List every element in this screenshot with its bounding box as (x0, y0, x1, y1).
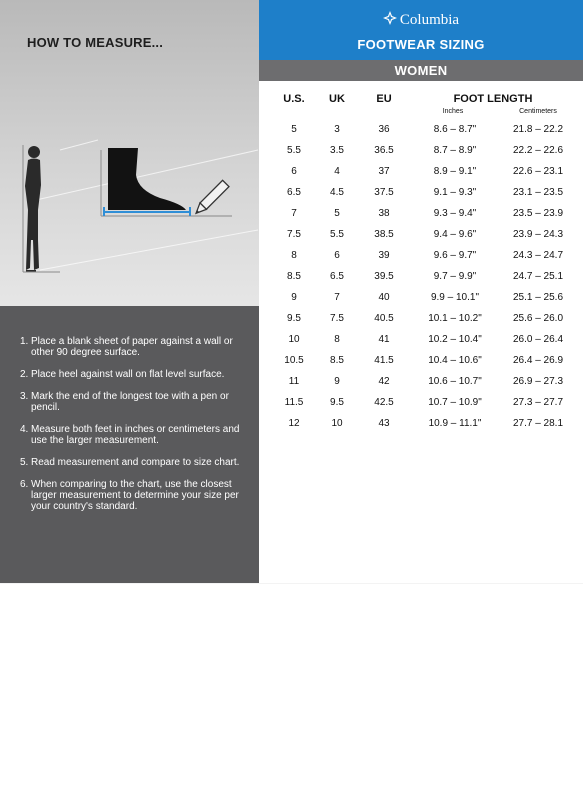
col-header-foot-length: FOOT LENGTH (453, 93, 533, 105)
women-section-bar (259, 60, 583, 81)
cell-centimeters: 22.6 – 23.1 (512, 166, 564, 177)
cell-eu: 36.5 (374, 145, 394, 156)
cell-us: 8.5 (287, 271, 301, 282)
footwear-sizing-title: FOOTWEAR SIZING (357, 37, 485, 52)
cell-uk: 3.5 (330, 145, 344, 156)
table-row (259, 145, 583, 166)
cell-eu: 42 (378, 376, 390, 387)
cell-inches: 9.6 – 9.7" (433, 250, 477, 261)
pencil-icon (193, 180, 229, 216)
cell-inches: 9.4 – 9.6" (433, 229, 477, 240)
cell-inches: 10.7 – 10.9" (428, 397, 482, 408)
cell-centimeters: 23.1 – 23.5 (512, 187, 564, 198)
cell-us: 10 (288, 334, 300, 345)
cell-eu: 40.5 (374, 313, 394, 324)
measure-steps-panel (0, 306, 259, 583)
cell-uk: 9.5 (330, 397, 344, 408)
cell-uk: 6.5 (330, 271, 344, 282)
cell-inches: 9.3 – 9.4" (433, 208, 477, 219)
cell-centimeters: 27.7 – 28.1 (512, 418, 564, 429)
standing-figure-icon (25, 146, 41, 272)
cell-inches: 10.9 – 11.1" (428, 418, 482, 429)
cell-eu: 39.5 (374, 271, 394, 282)
cell-centimeters: 24.3 – 24.7 (512, 250, 564, 261)
measure-step (20, 479, 240, 512)
measure-step (20, 336, 240, 358)
how-to-measure-title: HOW TO MEASURE... (27, 35, 164, 50)
cell-us: 8 (291, 250, 297, 261)
table-row (259, 376, 583, 397)
cell-us: 5.5 (287, 145, 301, 156)
cell-inches: 10.4 – 10.6" (428, 355, 482, 366)
cell-uk: 5 (334, 208, 340, 219)
cell-eu: 42.5 (374, 397, 394, 408)
cell-inches: 8.7 – 8.9" (433, 145, 477, 156)
cell-centimeters: 23.5 – 23.9 (512, 208, 564, 219)
col-header-us: U.S. (283, 93, 305, 105)
col-header-inches: Inches (442, 108, 464, 115)
table-row (259, 313, 583, 334)
table-row (259, 124, 583, 145)
col-header-uk: UK (329, 93, 345, 105)
table-row (259, 250, 583, 271)
cell-us: 11 (288, 376, 300, 387)
cell-us: 5 (291, 124, 297, 135)
divider (0, 583, 583, 584)
step-text: Place heel against wall on flat level surface. (31, 369, 225, 380)
table-row (259, 208, 583, 229)
table-row (259, 334, 583, 355)
measure-illustration-panel (0, 0, 259, 306)
table-row (259, 187, 583, 208)
cell-us: 10.5 (284, 355, 304, 366)
cell-us: 6 (291, 166, 297, 177)
cell-us: 11.5 (284, 397, 304, 408)
cell-eu: 43 (378, 418, 390, 429)
table-row (259, 418, 583, 439)
cell-inches: 10.1 – 10.2" (428, 313, 482, 324)
cell-uk: 4 (334, 166, 340, 177)
step-number: 4. (20, 424, 29, 435)
brand-name: Columbia (399, 12, 460, 28)
cell-inches: 10.2 – 10.4" (428, 334, 482, 345)
cell-uk: 4.5 (330, 187, 344, 198)
cell-us: 12 (288, 418, 300, 429)
cell-uk: 8.5 (330, 355, 344, 366)
cell-eu: 37.5 (374, 187, 394, 198)
cell-centimeters: 21.8 – 22.2 (512, 124, 564, 135)
cell-uk: 9 (334, 376, 340, 387)
cell-uk: 6 (334, 250, 340, 261)
cell-centimeters: 22.2 – 22.6 (512, 145, 564, 156)
cell-us: 7.5 (287, 229, 301, 240)
cell-uk: 5.5 (330, 229, 344, 240)
table-row (259, 166, 583, 187)
cell-inches: 10.6 – 10.7" (428, 376, 482, 387)
cell-centimeters: 25.1 – 25.6 (512, 292, 564, 303)
step-text: Mark the end of the longest toe with a pen or pencil. (31, 391, 229, 413)
cell-eu: 41.5 (374, 355, 394, 366)
table-row (259, 271, 583, 292)
cell-inches: 8.6 – 8.7" (433, 124, 477, 135)
cell-centimeters: 24.7 – 25.1 (512, 271, 564, 282)
brand-logo (259, 11, 583, 29)
women-section-title: WOMEN (394, 63, 448, 78)
cell-us: 6.5 (287, 187, 301, 198)
step-number: 1. (20, 336, 29, 347)
cell-uk: 8 (334, 334, 340, 345)
measure-step (20, 457, 240, 468)
cell-uk: 10 (331, 418, 343, 429)
foot-icon (108, 148, 186, 210)
cell-centimeters: 26.0 – 26.4 (512, 334, 564, 345)
cell-centimeters: 23.9 – 24.3 (512, 229, 564, 240)
cell-centimeters: 26.9 – 27.3 (512, 376, 564, 387)
cell-eu: 40 (378, 292, 390, 303)
cell-inches: 9.7 – 9.9" (433, 271, 477, 282)
cell-centimeters: 25.6 – 26.0 (512, 313, 564, 324)
step-text: Measure both feet in inches or centimeters and use the larger measurement. (31, 424, 240, 446)
step-text: When comparing to the chart, use the closest larger measurement to determine your size per your country's standard. (31, 479, 239, 512)
cell-eu: 38.5 (374, 229, 394, 240)
cell-inches: 8.9 – 9.1" (433, 166, 477, 177)
cell-us: 9 (291, 292, 297, 303)
table-row (259, 229, 583, 250)
cell-uk: 7.5 (330, 313, 344, 324)
table-row (259, 397, 583, 418)
step-number: 6. (20, 479, 29, 490)
step-number: 2. (20, 369, 29, 380)
col-header-eu: EU (376, 93, 392, 105)
step-text: Read measurement and compare to size chart. (31, 457, 240, 468)
table-row (259, 355, 583, 376)
step-number: 5. (20, 457, 29, 468)
cell-inches: 9.1 – 9.3" (433, 187, 477, 198)
cell-centimeters: 26.4 – 26.9 (512, 355, 564, 366)
cell-centimeters: 27.3 – 27.7 (512, 397, 564, 408)
measure-step (20, 369, 240, 380)
cell-us: 9.5 (287, 313, 301, 324)
cell-eu: 36 (378, 124, 390, 135)
cell-uk: 7 (334, 292, 340, 303)
measure-illustration (0, 0, 259, 306)
cell-eu: 39 (378, 250, 390, 261)
measure-steps-list (20, 336, 240, 523)
measure-step (20, 391, 240, 413)
table-row (259, 292, 583, 313)
cell-inches: 9.9 – 10.1" (430, 292, 480, 303)
cell-eu: 41 (378, 334, 390, 345)
cell-us: 7 (291, 208, 297, 219)
columbia-diamond-icon (383, 11, 397, 25)
cell-uk: 3 (334, 124, 340, 135)
cell-eu: 38 (378, 208, 390, 219)
cell-eu: 37 (378, 166, 390, 177)
col-header-centimeters: Centimeters (519, 108, 557, 115)
step-text: Place a blank sheet of paper against a wall or other 90 degree surface. (31, 336, 233, 358)
measure-step (20, 424, 240, 446)
step-number: 3. (20, 391, 29, 402)
brand-header (259, 0, 583, 60)
